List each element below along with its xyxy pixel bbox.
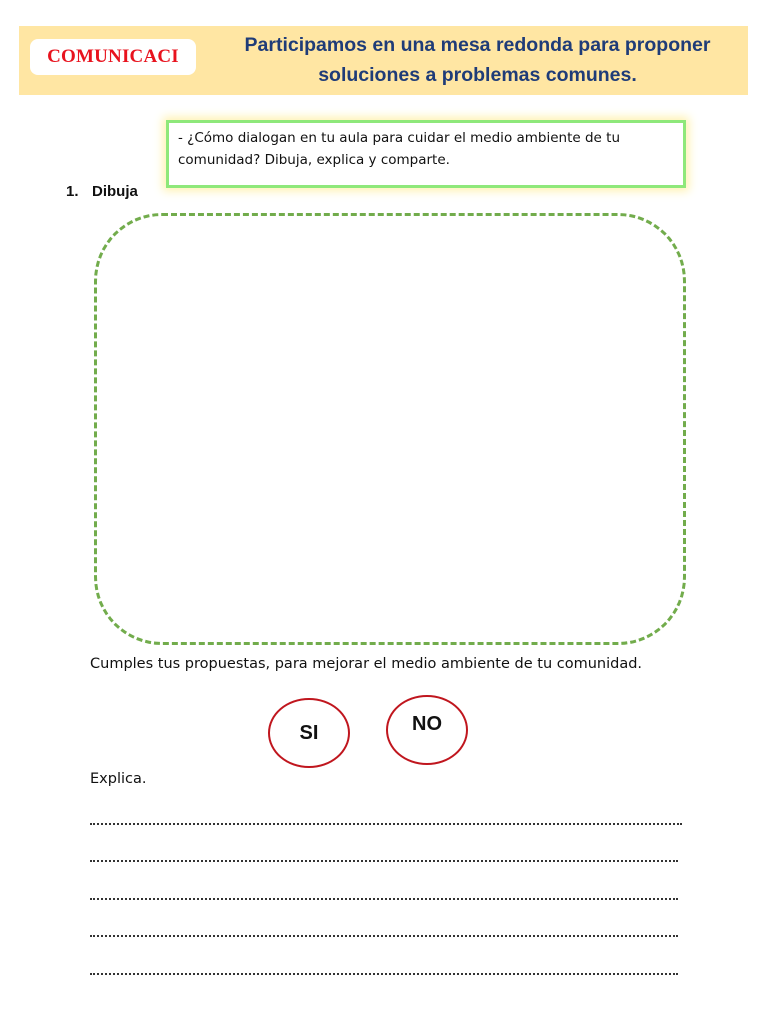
answer-line-1[interactable] (90, 823, 682, 825)
choice-no-button[interactable] (386, 695, 468, 765)
area-label: COMUNICACI (47, 46, 179, 67)
page-title (215, 30, 740, 90)
step-heading (66, 183, 138, 200)
area-badge (30, 39, 196, 75)
choice-yes-label: SI (299, 721, 319, 744)
step-label: Dibuja (92, 183, 138, 200)
prompt-text: Cumples tus propuestas, para mejorar el medio ambiente de tu comunidad. (90, 656, 643, 672)
choice-yes-button[interactable] (268, 698, 350, 768)
answer-line-4[interactable] (90, 935, 678, 937)
answer-line-2[interactable] (90, 860, 678, 862)
question-box (166, 120, 686, 188)
question-line-2: comunidad? Dibuja, explica y comparte. (178, 152, 450, 168)
answer-line-3[interactable] (90, 898, 678, 900)
explain-label: Explica. (90, 771, 147, 787)
page-title-line-2: soluciones a problemas comunes. (318, 64, 637, 86)
page-title-line-1: Participamos en una mesa redonda para proponer (244, 34, 711, 56)
drawing-area[interactable] (94, 213, 686, 645)
question-line-1: - ¿Cómo dialogan en tu aula para cuidar el medio ambiente de tu (178, 130, 620, 146)
choice-no-label: NO (412, 712, 442, 735)
step-number: 1. (66, 183, 79, 200)
answer-line-5[interactable] (90, 973, 678, 975)
